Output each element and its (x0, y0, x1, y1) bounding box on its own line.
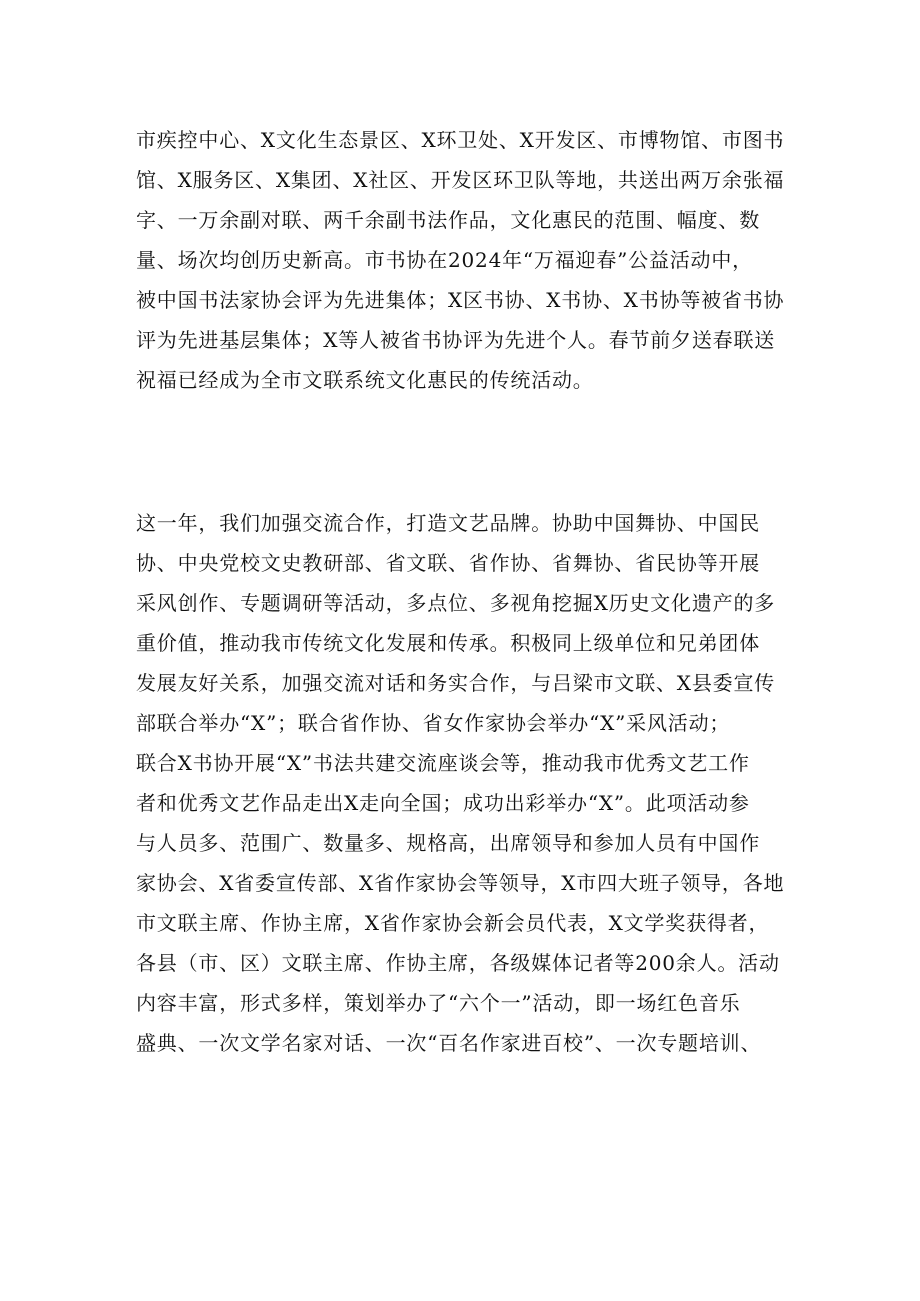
text-line: 内容丰富，形式多样，策划举办了“六个一”活动，即一场红色音乐 (136, 991, 741, 1015)
text-line: 发展友好关系，加强交流对话和务实合作，与吕梁市文联、X县委宣传 (136, 671, 776, 695)
text-line: 馆、X服务区、X集团、X社区、开发区环卫队等地，共送出两万余张福 (136, 168, 785, 192)
text-line: 祝福已经成为全市文联系统文化惠民的传统活动。 (136, 368, 594, 392)
text-line: 与人员多、范围广、数量多、规格高，出席领导和参加人员有中国作 (136, 831, 760, 855)
text-line: 评为先进基层集体；X等人被省书协评为先进个人。春节前夕送春联送 (136, 328, 776, 352)
text-line: 联合X书协开展“X”书法共建交流座谈会等，推动我市优秀文艺工作 (136, 751, 750, 775)
text-line: 字、一万余副对联、两千余副书法作品，文化惠民的范围、幅度、数 (136, 208, 760, 232)
text-line: 者和优秀文艺作品走出X走向全国；成功出彩举办“X”。此项活动参 (136, 791, 750, 815)
text-line: 各县（市、区）文联主席、作协主席，各级媒体记者等200余人。活动 (136, 951, 780, 975)
text-line: 盛典、一次文学名家对话、一次“百名作家进百校”、一次专题培训、 (136, 1031, 762, 1055)
text-line: 市文联主席、作协主席，X省作家协会新会员代表，X文学奖获得者， (136, 911, 770, 935)
text-line: 重价值，推动我市传统文化发展和传承。积极同上级单位和兄弟团体 (136, 631, 760, 655)
text-line: 量、场次均创历史新高。市书协在2024年“万福迎春”公益活动中， (136, 248, 753, 272)
text-line: 这一年，我们加强交流合作，打造文艺品牌。协助中国舞协、中国民 (136, 511, 760, 535)
text-line: 采风创作、专题调研等活动，多点位、多视角挖掘X历史文化遗产的多 (136, 591, 776, 615)
text-line: 市疾控中心、X文化生态景区、X环卫处、X开发区、市博物馆、市图书 (136, 128, 785, 152)
text-line: 家协会、X省委宣传部、X省作家协会等领导，X市四大班子领导，各地 (136, 871, 785, 895)
paragraph-exchange-cooperation (136, 503, 796, 1063)
text-line: 被中国书法家协会评为先进集体；X区书协、X书协、X书协等被省书协 (136, 288, 785, 312)
text-line: 协、中央党校文史教研部、省文联、省作协、省舞协、省民协等开展 (136, 551, 760, 575)
text-line: 部联合举办“X”；联合省作协、省女作家协会举办“X”采风活动； (136, 711, 731, 735)
paragraph-cultural-outreach (136, 120, 796, 400)
